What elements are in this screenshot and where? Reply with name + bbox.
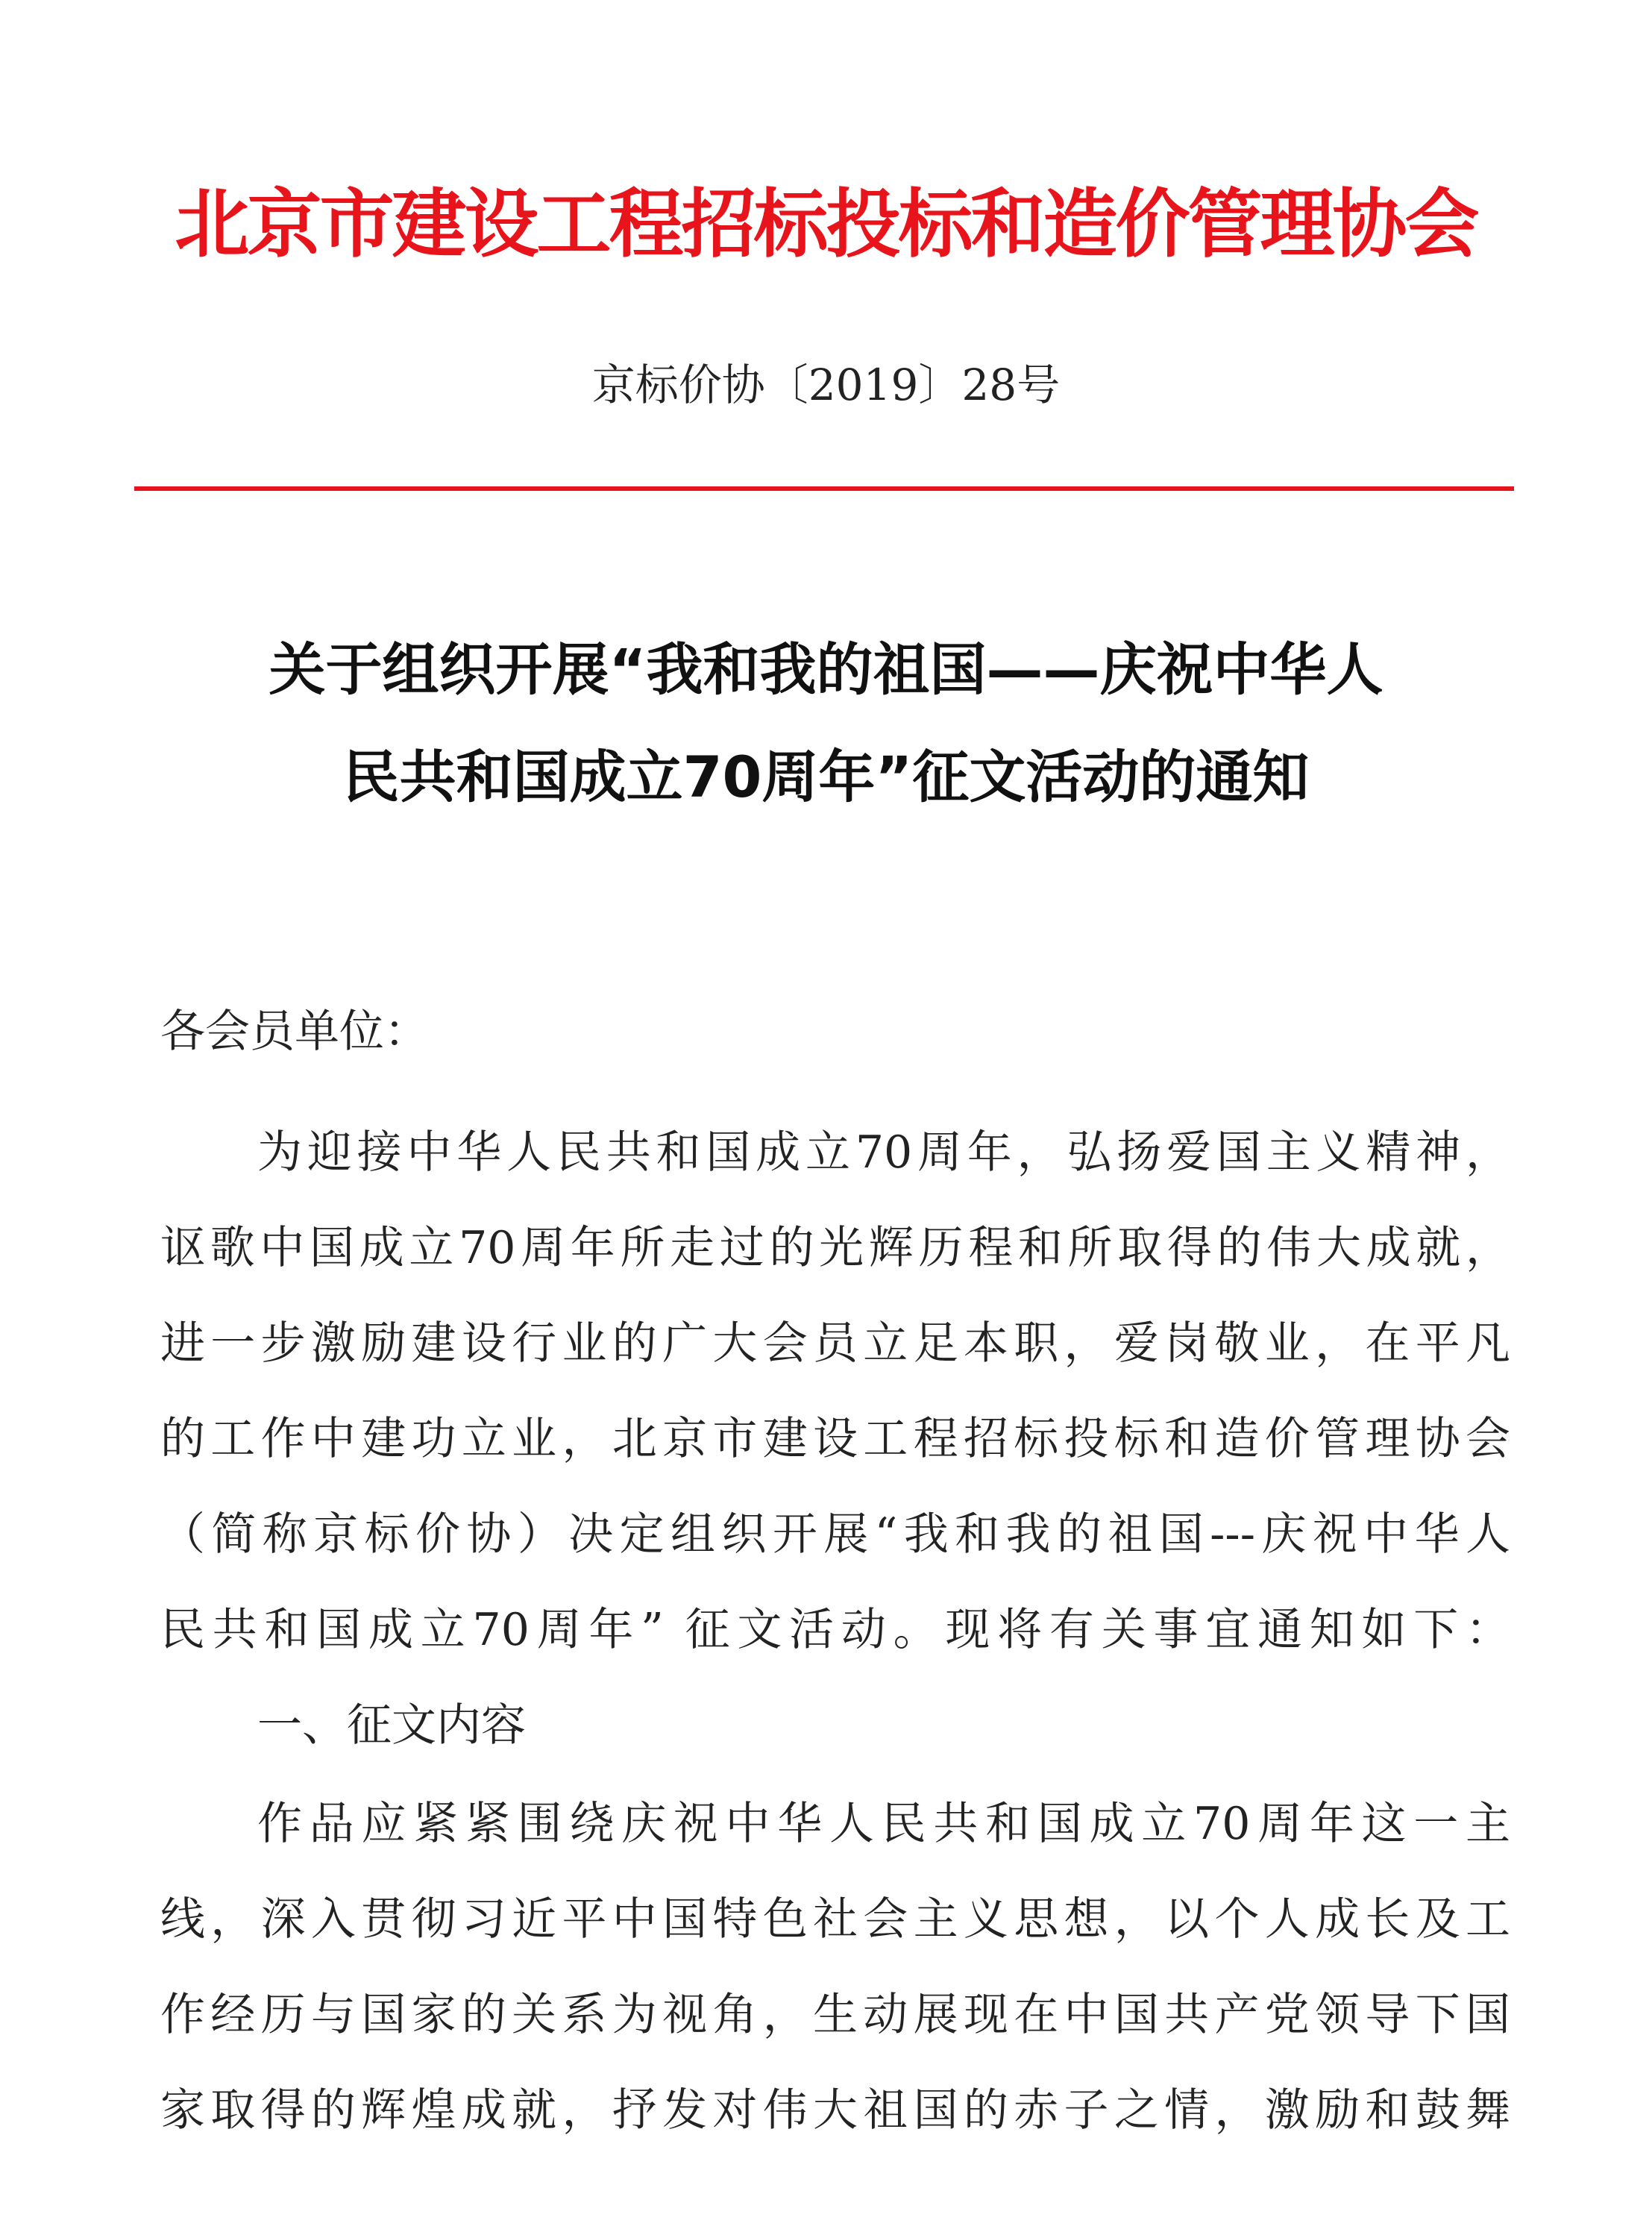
paragraph-1-line: （简称京标价协）决定组织开展“我和我的祖国---庆祝中华人 (160, 1508, 1510, 1561)
paragraph-2-line: 作经历与国家的关系为视角，生动展现在中国共产党领导下国 (160, 1989, 1510, 2041)
notice-title-line-1: 关于组织开展“我和我的祖国——庆祝中华人 (268, 636, 1384, 703)
paragraph-2-line: 作品应紧紧围绕庆祝中华人民共和国成立70周年这一主 (257, 1798, 1510, 1850)
paragraph-1-line: 民共和国成立70周年” 征文活动。现将有关事宜通知如下： (160, 1604, 1510, 1656)
document-number: 京标价协〔2019〕28号 (591, 360, 1061, 410)
salutation: 各会员单位： (160, 1006, 429, 1058)
section-1-heading: 一、征文内容 (257, 1699, 526, 1752)
notice-title-line-2: 民共和国成立70周年”征文活动的通知 (342, 744, 1310, 810)
paragraph-2-line: 家取得的辉煌成就，抒发对伟大祖国的赤子之情，激励和鼓舞 (160, 2084, 1510, 2136)
paragraph-1-line: 的工作中建功立业，北京市建设工程招标投标和造价管理协会 (160, 1413, 1510, 1465)
paragraph-1-line: 讴歌中国成立70周年所走过的光辉历程和所取得的伟大成就， (160, 1222, 1510, 1274)
paragraph-2-line: 线，深入贯彻习近平中国特色社会主义思想，以个人成长及工 (160, 1893, 1510, 1946)
red-divider-rule (134, 486, 1514, 491)
paragraph-1-line: 进一步激励建设行业的广大会员立足本职，爱岗敬业，在平凡 (160, 1317, 1510, 1370)
organization-header: 北京市建设工程招标投标和造价管理协会 (175, 180, 1477, 268)
paragraph-1-line: 为迎接中华人民共和国成立70周年，弘扬爱国主义精神， (257, 1126, 1510, 1179)
